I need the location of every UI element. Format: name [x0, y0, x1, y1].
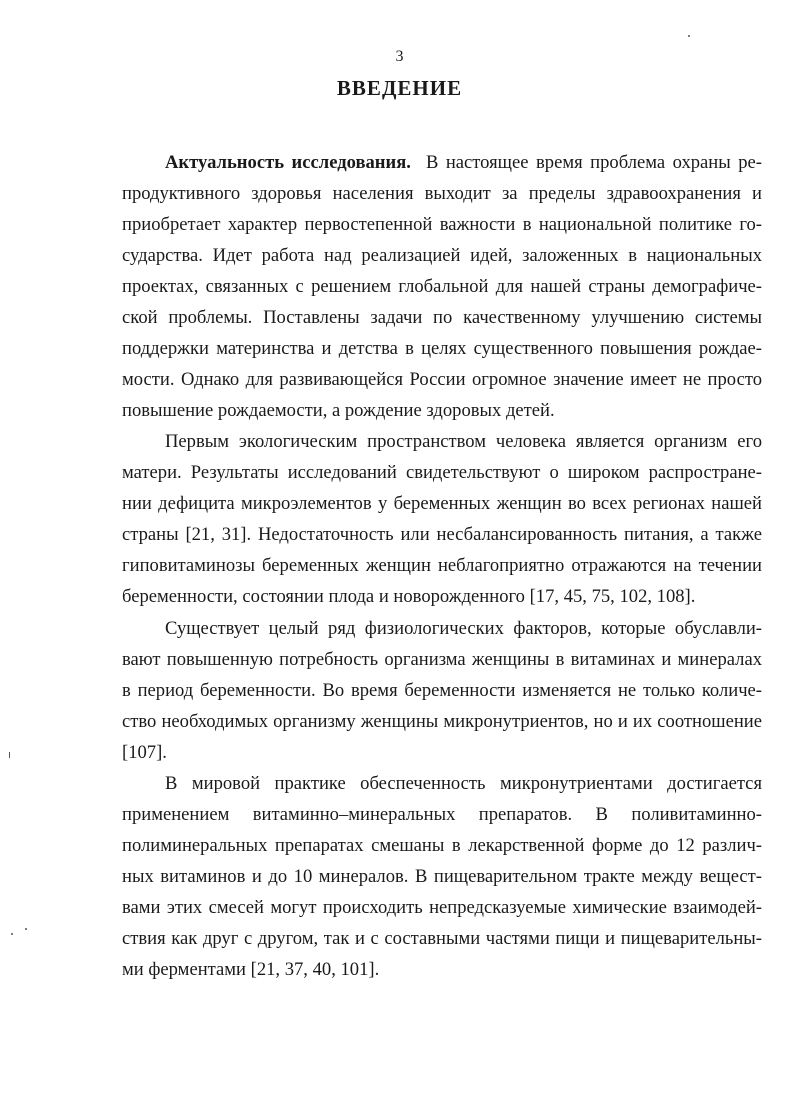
paragraph-2-line-5: гиповитаминозы беременных женщин неблагоприятно отражаются на течении [122, 555, 762, 576]
paragraph-3-line-2: вают повышенную потребность организма женщины в витаминах и минералах [122, 649, 762, 670]
page-number: 3 [395, 48, 404, 65]
paragraph-4-line-7: ми ферментами [21, 37, 40, 101]. [122, 959, 380, 980]
paragraph-2-line-2: матери. Результаты исследований свидетельствуют о широком распростране- [122, 462, 762, 483]
paragraph-1-line-7: поддержки материнства и детства в целях существенного повышения рождае- [122, 338, 762, 359]
paragraph-1-line-6: ской проблемы. Поставлены задачи по качественному улучшению системы [122, 307, 762, 328]
paragraph-4-line-4: ных витаминов и до 10 минералов. В пищеварительном тракте между вещест- [122, 866, 762, 887]
paragraph-1-line-5: проектах, связанных с решением глобальной для нашей страны демографиче- [122, 276, 762, 297]
paragraph-4-line-1: В мировой практике обеспеченность микронутриентами достигается [165, 773, 762, 794]
scan-speck [11, 933, 13, 935]
paragraph-2-line-1: Первым экологическим пространством человека является организм его [165, 431, 762, 452]
paragraph-1-line-2: продуктивного здоровья населения выходит за пределы здравоохранения и [122, 183, 762, 204]
scan-speck [9, 752, 10, 758]
page-title: ВВЕДЕНИЕ [336, 76, 463, 100]
scan-speck [25, 928, 27, 930]
paragraph-2-line-4: страны [21, 31]. Недостаточность или несбалансированность питания, а также [122, 524, 762, 545]
paragraph-lead: Актуальность исследования. [165, 152, 411, 173]
paragraph-1-line-3: приобретает характер первостепенной важности в национальной политике го- [122, 214, 762, 235]
paragraph-4-line-6: ствия как друг с другом, так и с составными частями пищи и пищеварительны- [122, 928, 762, 949]
paragraph-2-line-3: нии дефицита микроэлементов у беременных женщин во всех регионах нашей [122, 493, 762, 514]
scan-speck [688, 35, 690, 37]
paragraph-2-line-6: беременности, состоянии плода и новорожденного [17, 45, 75, 102, 108]. [122, 586, 696, 607]
paragraph-3-line-4: ство необходимых организму женщины микронутриентов, но и их соотношение [122, 711, 762, 732]
paragraph-3-line-1: Существует целый ряд физиологических факторов, которые обуславли- [165, 618, 762, 639]
paragraph-4-line-5: вами этих смесей могут происходить непредсказуемые химические взаимодей- [122, 897, 762, 918]
paragraph-3-line-3: в период беременности. Во время беременности изменяется не только количе- [122, 680, 762, 701]
paragraph-1-line-8: мости. Однако для развивающейся России огромное значение имеет не просто [122, 369, 762, 390]
paragraph-3-line-5: [107]. [122, 742, 167, 763]
paragraph-1-line-9: повышение рождаемости, а рождение здоровых детей. [122, 400, 555, 421]
paragraph-1-line-1 [165, 151, 762, 175]
paragraph-text: В настоящее время проблема охраны ре- [425, 152, 763, 173]
paragraph-4-line-3: полиминеральных препаратах смешаны в лекарственной форме до 12 различ- [122, 835, 762, 856]
paragraph-1-line-4: сударства. Идет работа над реализацией идей, заложенных в национальных [122, 245, 762, 266]
paragraph-4-line-2: применением витаминно–минеральных препаратов. В поливитаминно- [122, 804, 762, 825]
